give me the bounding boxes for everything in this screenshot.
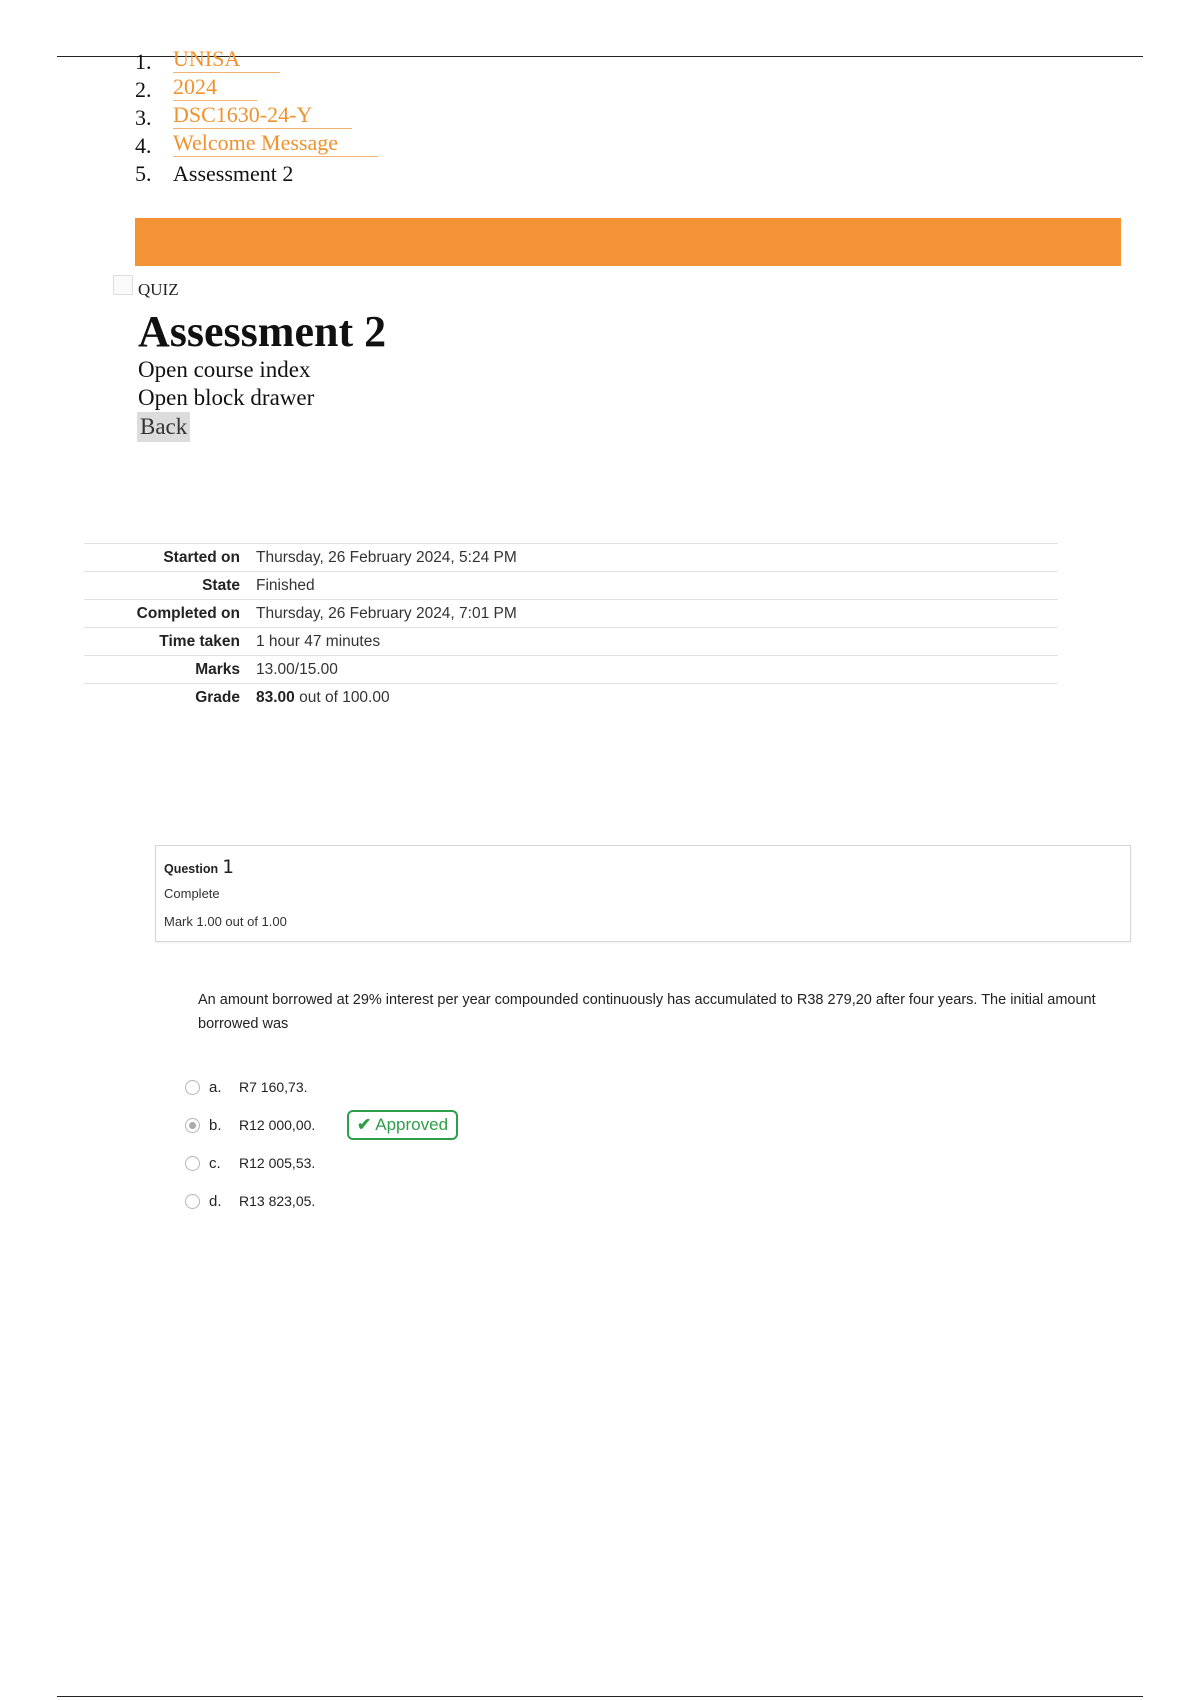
question-info-box (155, 845, 1131, 942)
answer-option-a[interactable] (185, 1068, 458, 1106)
summary-label: Completed on (136, 604, 240, 622)
answer-text: R13 823,05. (239, 1193, 316, 1209)
breadcrumb-item-course: 3. DSC1630-24-Y (135, 104, 378, 132)
answer-text: R12 000,00. (239, 1117, 316, 1133)
question-state: Complete (164, 886, 220, 901)
check-icon: ✔ (357, 1115, 372, 1134)
breadcrumb (135, 48, 378, 188)
grade-label: Grade (195, 688, 240, 706)
grade-value: 83.00 (256, 688, 295, 706)
breadcrumb-link-course[interactable]: DSC1630-24-Y (173, 104, 352, 129)
answer-letter: a. (209, 1078, 222, 1096)
answer-option-b[interactable] (185, 1106, 458, 1144)
breadcrumb-item-current: 5. Assessment 2 (135, 161, 294, 186)
summary-row-grade (84, 684, 1058, 712)
summary-value: 1 hour 47 minutes (256, 632, 381, 650)
answer-letter: b. (209, 1116, 222, 1134)
radio-button[interactable] (185, 1156, 200, 1171)
breadcrumb-item-2024: 2. 2024 (135, 76, 378, 104)
summary-value: Thursday, 26 February 2024, 7:01 PM (256, 604, 517, 622)
question-label: Question (164, 862, 219, 876)
grade-suffix: out of 100.00 (299, 688, 390, 706)
breadcrumb-link-unisa[interactable]: UNISA (173, 48, 280, 73)
summary-label: Started on (163, 548, 240, 566)
summary-label: State (202, 576, 240, 594)
back-button[interactable]: Back (137, 412, 190, 442)
activity-icon (113, 275, 133, 295)
radio-button[interactable] (185, 1194, 200, 1209)
radio-button[interactable] (185, 1080, 200, 1095)
answer-letter: d. (209, 1192, 222, 1210)
answer-letter: c. (209, 1154, 221, 1172)
attempt-summary-table (84, 543, 1058, 712)
radio-button-selected[interactable] (185, 1118, 200, 1133)
open-block-drawer-link[interactable]: Open block drawer (138, 385, 315, 410)
summary-row (84, 544, 1058, 572)
bottom-rule (57, 1696, 1143, 1697)
page-title: Assessment 2 (138, 307, 387, 356)
summary-value: 13.00/15.00 (256, 660, 338, 678)
answer-list (185, 1068, 458, 1220)
approved-badge (347, 1110, 458, 1140)
question-number (164, 856, 234, 878)
breadcrumb-current-page: Assessment 2 (173, 161, 294, 186)
summary-label: Marks (195, 660, 240, 678)
breadcrumb-item-unisa: 1. UNISA (135, 48, 378, 76)
summary-value: Thursday, 26 February 2024, 5:24 PM (256, 548, 517, 566)
answer-option-c[interactable] (185, 1144, 458, 1182)
question-number-value: 1 (222, 856, 234, 878)
summary-row (84, 656, 1058, 684)
answer-text: R12 005,53. (239, 1155, 316, 1171)
answer-option-d[interactable] (185, 1182, 458, 1220)
breadcrumb-item-welcome: 4. Welcome Message (135, 132, 378, 160)
question-mark: Mark 1.00 out of 1.00 (164, 914, 287, 929)
open-course-index-link[interactable]: Open course index (138, 357, 311, 382)
breadcrumb-link-2024[interactable]: 2024 (173, 76, 257, 101)
summary-label: Time taken (159, 632, 240, 650)
question-text: An amount borrowed at 29% interest per year compounded continuously has accumulated to R38 279,20 after four years. The initial amount borrowed was (198, 992, 1096, 1032)
header-banner (135, 218, 1121, 266)
summary-value: Finished (256, 576, 315, 594)
activity-type-label: QUIZ (138, 280, 179, 299)
summary-row (84, 628, 1058, 656)
summary-row (84, 572, 1058, 600)
summary-row (84, 600, 1058, 628)
answer-text: R7 160,73. (239, 1079, 308, 1095)
approved-label: Approved (375, 1115, 449, 1134)
grade-value-cell (256, 684, 1058, 712)
breadcrumb-link-welcome-message[interactable]: Welcome Message (173, 132, 378, 157)
